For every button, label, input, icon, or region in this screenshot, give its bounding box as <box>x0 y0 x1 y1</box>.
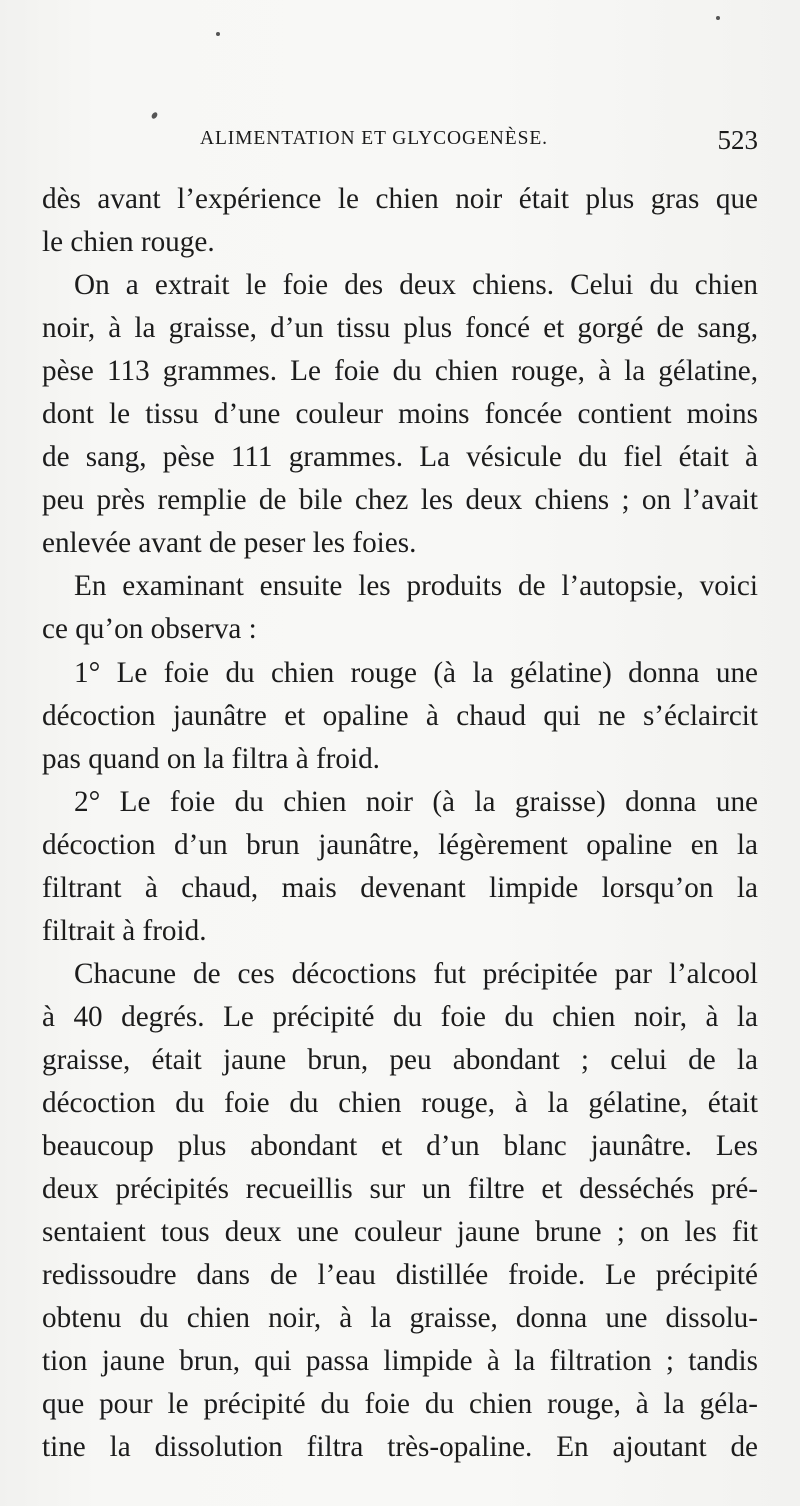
print-speck <box>216 32 220 36</box>
text-line: à 40 degrés. Le précipité du foie du chien noir, à la <box>42 1000 758 1033</box>
text-line: dont le tissu d’une couleur moins foncée contient moins <box>42 398 758 431</box>
text-line: 2° Le foie du chien noir (à la graisse) donna une <box>74 785 758 818</box>
text-line: tion jaune brun, qui passa limpide à la filtration ; tandis <box>42 1345 758 1378</box>
text-line: Chacune de ces décoctions fut précipitée par l’alcool <box>74 957 758 990</box>
text-line: pèse 113 grammes. Le foie du chien rouge, à la gélatine, <box>42 355 758 388</box>
text-line: que pour le précipité du foie du chien rouge, à la géla- <box>42 1388 758 1421</box>
text-line: tine la dissolution filtra très-opaline. En ajoutant de <box>42 1431 758 1464</box>
text-line: décoction jaunâtre et opaline à chaud qui ne s’éclaircit <box>42 699 758 732</box>
text-line: noir, à la graisse, d’un tissu plus foncé et gorgé de sang, <box>42 312 758 345</box>
text-line: pas quand on la filtra à froid. <box>42 742 380 775</box>
text-line: de sang, pèse 111 grammes. La vésicule du fiel était à <box>42 441 758 474</box>
text-line: décoction du foie du chien rouge, à la gélatine, était <box>42 1086 758 1119</box>
text-line: ce qu’on observa : <box>42 613 257 646</box>
text-line: graisse, était jaune brun, peu abondant ; celui de la <box>42 1043 758 1076</box>
text-line: On a extrait le foie des deux chiens. Celui du chien <box>74 269 758 302</box>
text-line: peu près remplie de bile chez les deux chiens ; on l’avait <box>42 484 758 517</box>
text-line: filtrait à froid. <box>42 914 207 947</box>
text-line: redissoudre dans de l’eau distillée froide. Le précipité <box>42 1259 758 1292</box>
text-line: 1° Le foie du chien rouge (à la gélatine) donna une <box>74 656 758 689</box>
running-head <box>42 125 758 162</box>
text-line: le chien rouge. <box>42 226 215 259</box>
print-speck <box>716 16 720 20</box>
text-line: dès avant l’expérience le chien noir était plus gras que <box>42 183 758 215</box>
print-speck <box>150 111 158 120</box>
page-number: 523 <box>717 125 758 155</box>
text-line: beaucoup plus abondant et d’un blanc jaunâtre. Les <box>42 1130 758 1163</box>
text-line: décoction d’un brun jaunâtre, légèrement opaline en la <box>42 828 758 861</box>
running-head-title: ALIMENTATION ET GLYCOGENÈSE. <box>200 128 548 149</box>
text-line: sentaient tous deux une couleur jaune brune ; on les fit <box>42 1216 758 1249</box>
text-line: obtenu du chien noir, à la graisse, donna une dissolu- <box>42 1302 758 1335</box>
text-line: filtrant à chaud, mais devenant limpide lorsqu’on la <box>42 871 758 904</box>
text-line: deux précipités recueillis sur un filtre et desséchés pré- <box>42 1173 758 1206</box>
text-line: enlevée avant de peser les foies. <box>42 527 417 560</box>
body-text <box>42 178 758 1469</box>
text-line: En examinant ensuite les produits de l’autopsie, voici <box>74 570 758 603</box>
